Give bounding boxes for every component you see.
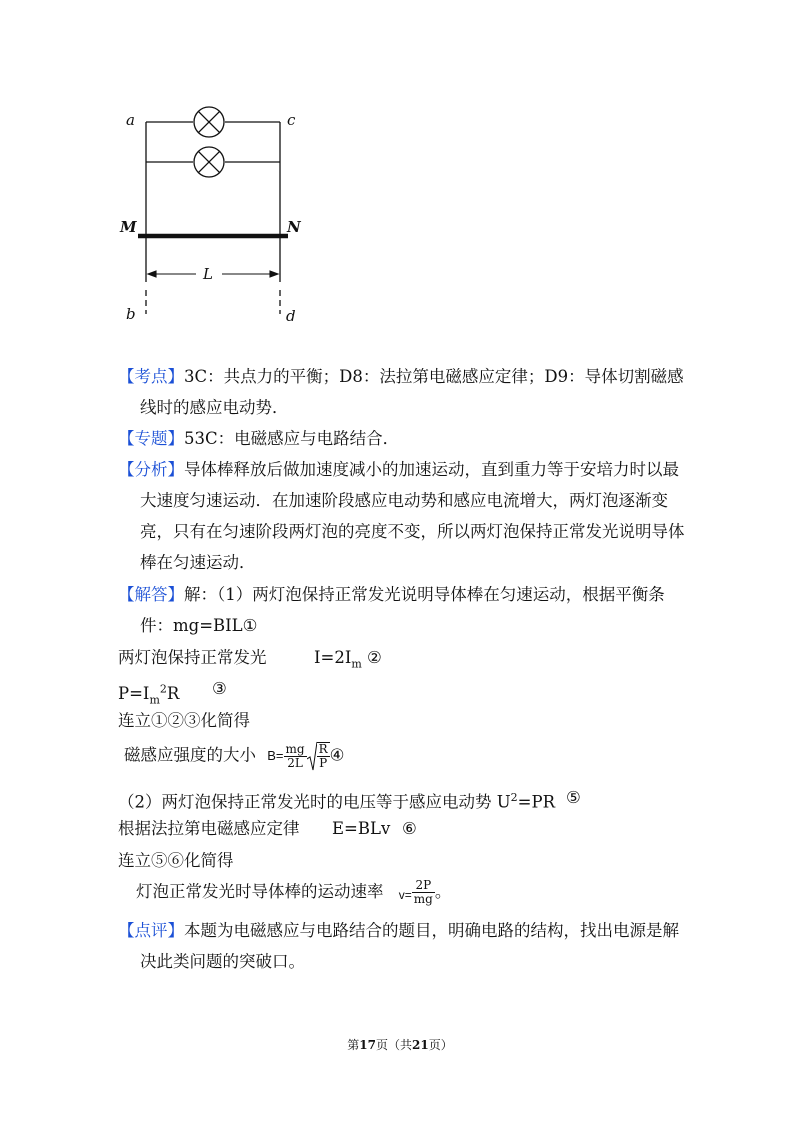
page-footer: 第17页（共21页） bbox=[347, 1038, 453, 1052]
current-equation: $I=2I_m$ ② bbox=[314, 648, 382, 671]
circuit-diagram bbox=[0, 0, 800, 340]
jieda-line bbox=[118, 584, 665, 606]
dimension-arrow bbox=[148, 271, 278, 277]
lianli-1: 连立①②③化简得 bbox=[118, 711, 250, 730]
current-text: 两灯泡保持正常发光 bbox=[118, 648, 267, 667]
label-d: d bbox=[286, 307, 296, 325]
page-total: 21 bbox=[412, 1038, 429, 1052]
power-mark: ③ bbox=[212, 679, 227, 698]
b-text: 磁感应强度的大小 bbox=[124, 745, 256, 765]
faraday-equation: E=BLv bbox=[332, 819, 391, 838]
faraday-mark: ⑥ bbox=[402, 819, 417, 838]
part2-mark: ⑤ bbox=[566, 788, 581, 807]
b-formula: B= $\frac{mg}{2L}$ $\frac{R}{P}$ ④ bbox=[267, 741, 345, 770]
fenxi-text: 导体棒释放后做加速度减小的加速运动，直到重力等于安培力时以最 bbox=[184, 460, 679, 479]
kaodian-cont: 线时的感应电动势． bbox=[140, 398, 289, 417]
lamp-1 bbox=[194, 107, 224, 137]
zhuanti-tag: 【专题】 bbox=[118, 429, 184, 448]
lianli-2: 连立⑤⑥化简得 bbox=[118, 851, 234, 870]
fenxi-tag: 【分析】 bbox=[118, 460, 184, 479]
fenxi-cont-1: 大速度匀速运动．在加速阶段感应电动势和感应电流增大，两灯泡逐渐变 bbox=[140, 491, 668, 510]
dianping-tag: 【点评】 bbox=[118, 921, 184, 940]
b-result-line bbox=[124, 741, 344, 777]
page-number: 17 bbox=[359, 1038, 376, 1052]
zhuanti-line bbox=[118, 428, 399, 450]
kaodian-tag: 【考点】 bbox=[118, 367, 184, 386]
v-text: 灯泡正常发光时导体棒的运动速率 bbox=[136, 882, 384, 901]
power-equation: $P=I_m^2R$ bbox=[118, 682, 180, 706]
v-formula: v= $\frac{2P}{mg}$ 。 bbox=[398, 878, 452, 906]
faraday-line: 根据法拉第电磁感应定律 E=BLv ⑥ bbox=[118, 819, 417, 838]
label-a: a bbox=[126, 111, 135, 129]
kaodian-text: 3C：共点力的平衡；D8：法拉第电磁感应定律；D9：导体切割磁感 bbox=[184, 367, 684, 386]
v-result-line bbox=[136, 879, 451, 915]
kaodian-line bbox=[118, 366, 684, 388]
dianping-cont: 决此类问题的突破口。 bbox=[140, 952, 305, 971]
jieda-cont: 件：mg=BIL① bbox=[140, 616, 258, 635]
label-c: c bbox=[287, 111, 296, 129]
dianping-text: 本题为电磁感应与电路结合的题目，明确电路的结构，找出电源是解 bbox=[184, 921, 679, 940]
fenxi-cont-2: 亮，只有在匀速阶段两灯泡的亮度不变，所以两灯泡保持正常发光说明导体 bbox=[140, 522, 685, 541]
fenxi-cont-3: 棒在匀速运动． bbox=[140, 553, 256, 572]
label-L: L bbox=[203, 265, 213, 283]
label-M: M bbox=[120, 218, 137, 236]
lamp-2 bbox=[194, 147, 224, 177]
zhuanti-text: 53C：电磁感应与电路结合． bbox=[184, 429, 400, 448]
jieda-text: 解：（1）两灯泡保持正常发光说明导体棒在匀速运动，根据平衡条 bbox=[184, 585, 665, 604]
part2-line: （2）两灯泡保持正常发光时的电压等于感应电动势 $U^2=PR$ ⑤ bbox=[118, 788, 581, 812]
label-b: b bbox=[126, 305, 136, 323]
power-line bbox=[118, 678, 227, 711]
label-N: N bbox=[287, 218, 301, 236]
fenxi-line bbox=[118, 459, 679, 481]
dianping-line bbox=[118, 920, 679, 942]
current-line bbox=[118, 647, 382, 671]
jieda-tag: 【解答】 bbox=[118, 585, 184, 604]
